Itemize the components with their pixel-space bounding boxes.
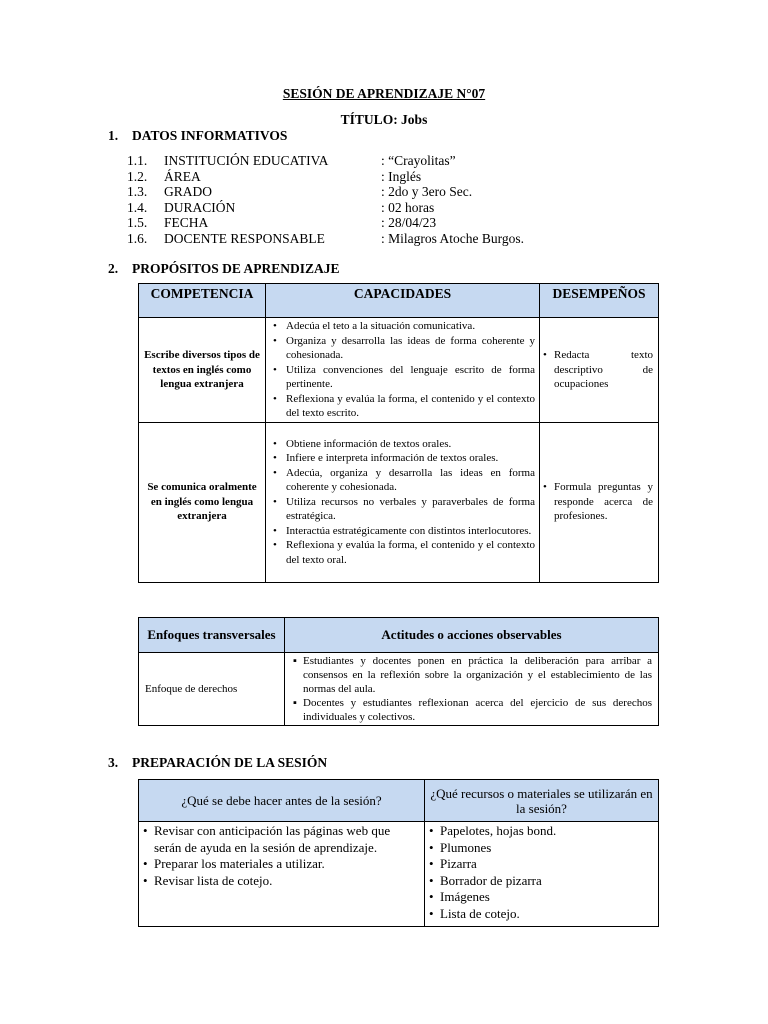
enfoques-table — [138, 617, 659, 726]
section-datos-informativos-heading: 1. DATOS INFORMATIVOS — [108, 128, 288, 143]
document-title: SESIÓN DE APRENDIZAJE N°07 — [282, 86, 486, 101]
header-competencia: COMPETENCIA — [139, 284, 266, 318]
antes-sesion-cell — [139, 822, 425, 927]
capacidades-cell — [266, 422, 540, 582]
list-item: • Revisar con anticipación las páginas web que serán de ayuda en la sesión de aprendizaje. — [143, 823, 420, 856]
section-preparacion-heading: 3. PREPARACIÓN DE LA SESIÓN — [108, 755, 328, 770]
list-item: • Utiliza recursos no verbales y paraverbales de forma estratégica. — [270, 495, 535, 524]
desempenos-cell — [540, 318, 659, 423]
list-item: • Imágenes — [429, 889, 654, 906]
list-item: • Organiza y desarrolla las ideas de forma coherente y cohesionada. — [270, 334, 535, 363]
list-item: • Obtiene información de textos orales. — [270, 437, 535, 452]
list-item: ▪ Estudiantes y docentes ponen en práctica la deliberación para arribar a consensos en la reflexión sobre la organización y el establecimiento de las normas del aula. — [291, 654, 652, 696]
competencia-comunica: Se comunica oralmente en inglés como lengua extranjera — [139, 422, 266, 582]
propositos-header-row — [139, 284, 659, 318]
list-item: ▪ Docentes y estudiantes reflexionan acerca del ejercicio de sus derechos individuales y colectivos. — [291, 696, 652, 724]
header-capacidades: CAPACIDADES — [266, 284, 540, 318]
preparacion-table — [138, 779, 659, 927]
table-row — [139, 653, 659, 726]
capacidades-cell — [266, 318, 540, 423]
enfoque-derechos: Enfoque de derechos — [139, 653, 285, 726]
preparacion-header-row — [139, 780, 659, 822]
actitudes-cell — [285, 653, 659, 726]
list-item: • Redacta texto descriptivo de ocupaciones — [542, 348, 653, 392]
list-item: • Adecúa, organiza y desarrolla las ideas en forma coherente y cohesionada. — [270, 466, 535, 495]
table-row — [139, 422, 659, 582]
header-enfoques: Enfoques transversales — [139, 618, 285, 653]
table-row — [139, 822, 659, 927]
header-antes-sesion: ¿Qué se debe hacer antes de la sesión? — [139, 780, 425, 822]
list-item: • Reflexiona y evalúa la forma, el contenido y el contexto del texto oral. — [270, 538, 535, 567]
list-item: • Borrador de pizarra — [429, 873, 654, 890]
list-item: • Papelotes, hojas bond. — [429, 823, 654, 840]
header-recursos: ¿Qué recursos o materiales se utilizarán en la sesión? — [425, 780, 659, 822]
list-item: • Utiliza convenciones del lenguaje escrito de forma pertinente. — [270, 363, 535, 392]
list-item: • Adecúa el teto a la situación comunicativa. — [270, 319, 535, 334]
propositos-table — [138, 283, 659, 583]
recursos-cell — [425, 822, 659, 927]
list-item: • Formula preguntas y responde acerca de profesiones. — [542, 480, 653, 524]
list-item: • Pizarra — [429, 856, 654, 873]
list-item: • Plumones — [429, 840, 654, 857]
desempenos-cell — [540, 422, 659, 582]
list-item: • Lista de cotejo. — [429, 906, 654, 923]
list-item: • Interactúa estratégicamente con distintos interlocutores. — [270, 524, 535, 539]
list-item: • Infiere e interpreta información de textos orales. — [270, 451, 535, 466]
table-row — [139, 318, 659, 423]
list-item: • Reflexiona y evalúa la forma, el contenido y el contexto del texto escrito. — [270, 392, 535, 421]
list-item: • Revisar lista de cotejo. — [143, 873, 420, 890]
list-item: • Preparar los materiales a utilizar. — [143, 856, 420, 873]
competencia-escribe: Escribe diversos tipos de textos en inglés como lengua extranjera — [139, 318, 266, 423]
session-title: TÍTULO: Jobs — [340, 112, 428, 127]
header-desempenos: DESEMPEÑOS — [540, 284, 659, 318]
header-actitudes: Actitudes o acciones observables — [285, 618, 659, 653]
enfoques-header-row — [139, 618, 659, 653]
section-propositos-heading: 2. PROPÓSITOS DE APRENDIZAJE — [108, 261, 340, 276]
